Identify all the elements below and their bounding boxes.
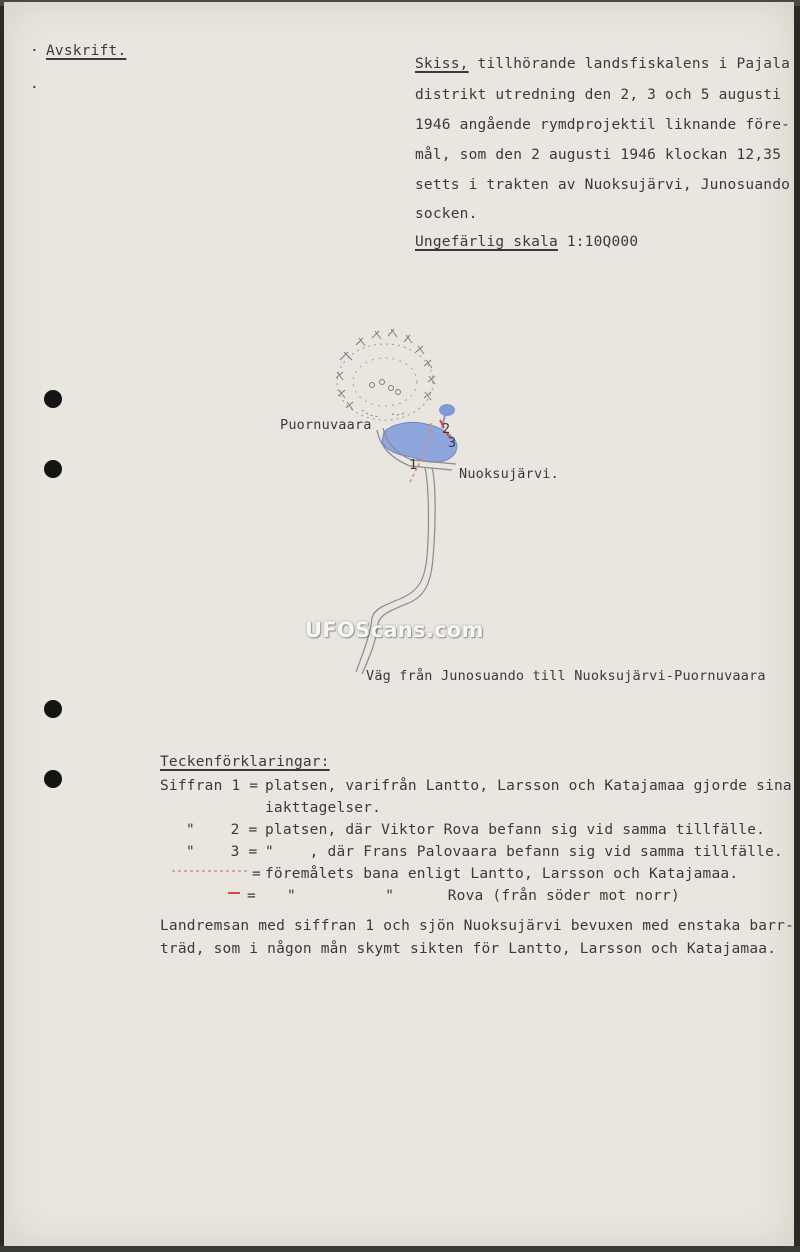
- description-line: mål, som den 2 augusti 1946 klockan 12,35: [415, 147, 782, 163]
- legend-text: platsen, där Viktor Rova befann sig vid samma tillfälle.: [265, 822, 766, 838]
- label-puornuvaara: Puornuvaara: [280, 417, 372, 433]
- point-2: 2: [442, 421, 451, 437]
- hill-puornuvaara: [336, 329, 435, 420]
- description-line: distrikt utredning den 2, 3 och 5 augusti: [415, 87, 782, 103]
- small-lake: [439, 404, 455, 416]
- bullet-dot: ·: [30, 43, 39, 59]
- legend-text: " " Rova (från söder mot norr): [287, 888, 680, 904]
- legend-mark: " 2 =: [186, 822, 258, 838]
- legend-title: Teckenförklaringar:: [160, 754, 330, 770]
- legend-text: " , där Frans Palovaara befann sig vid samma tillfälle.: [265, 844, 783, 860]
- legend-text: föremålets bana enligt Lantto, Larsson och Katajamaa.: [265, 866, 739, 882]
- legend-mark: " 3 =: [186, 844, 258, 860]
- watermark: UFOScans.com: [305, 618, 484, 642]
- label-nuoksujarvi: Nuoksujärvi.: [459, 466, 559, 482]
- point-1: 1: [409, 457, 418, 473]
- description-lead: Skiss,: [415, 56, 469, 72]
- description-line: 1946 angående rymdprojektil liknande före-: [415, 117, 791, 133]
- legend-mark: Siffran 1 =: [160, 778, 259, 794]
- copy-label: Avskrift.: [46, 43, 127, 59]
- legend-mark: =: [247, 888, 256, 904]
- bullet-dot: ·: [30, 80, 39, 96]
- scale-label-underlined: Ungefärlig skala: [415, 234, 558, 250]
- legend-solid-line-symbol: [228, 887, 244, 899]
- legend-mark: =: [252, 866, 261, 882]
- scale-value: 1:10Q000: [557, 234, 639, 250]
- description-line: socken.: [415, 206, 478, 222]
- legend-text: iakttagelser.: [265, 800, 382, 816]
- note-line: Landremsan med siffran 1 och sjön Nuoksujärvi bevuxen med enstaka barr-: [160, 918, 795, 934]
- legend-dashed-line-symbol: [172, 865, 252, 877]
- legend-text: platsen, varifrån Lantto, Larsson och Katajamaa gjorde sina: [265, 778, 792, 794]
- label-road: Väg från Junosuando till Nuoksujärvi-Puornuvaara: [366, 668, 766, 684]
- note-line: träd, som i någon mån skymt sikten för Lantto, Larsson och Katajamaa.: [160, 941, 777, 957]
- point-3: 3: [448, 435, 457, 451]
- description-line-rest: tillhörande landsfiskalens i Pajala: [468, 56, 791, 72]
- description-line: setts i trakten av Nuoksujärvi, Junosuando: [415, 177, 791, 193]
